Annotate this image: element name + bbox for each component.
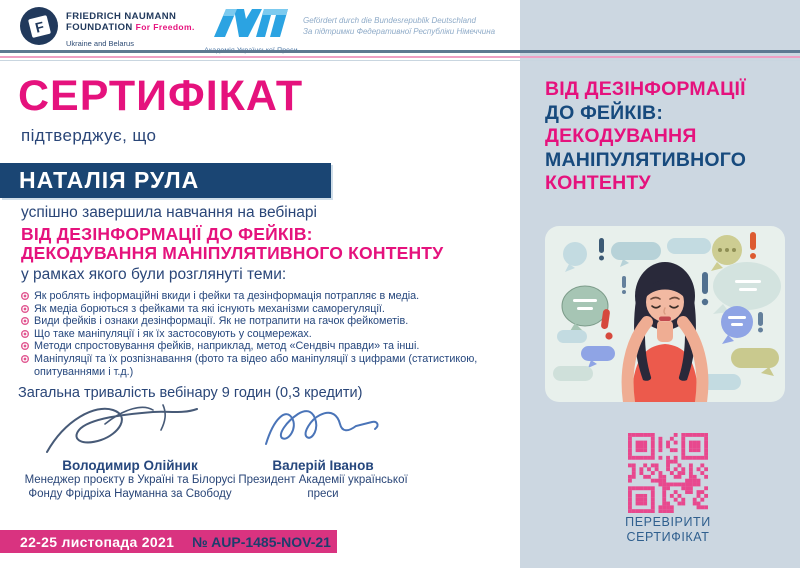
signature-block-left bbox=[15, 400, 245, 501]
bullet-icon bbox=[21, 317, 29, 325]
side-panel bbox=[520, 0, 800, 568]
certificate-number: № AUP-1485-NOV-21 bbox=[192, 533, 331, 550]
separator-thin bbox=[0, 60, 800, 61]
event-date: 22-25 листопада 2021 bbox=[20, 533, 175, 550]
side-title-line: КОНТЕНТУ bbox=[545, 172, 651, 194]
topic-text: Що таке маніпуляції і як їх застосовують у соцмережах. bbox=[34, 327, 312, 340]
qr-label-line1: ПЕРЕВІРИТИ bbox=[625, 515, 711, 529]
signatory-title: Президент Академії української преси bbox=[238, 474, 408, 500]
topic-text: Методи спростовування фейків, наприклад, метод «Сендвіч правди» та інші. bbox=[34, 340, 420, 353]
bullet-icon bbox=[21, 355, 29, 363]
bullet-icon bbox=[21, 342, 29, 350]
qr-code bbox=[628, 433, 708, 513]
topic-text: Як медіа борються з фейками та які існують механізми саморегуляції. bbox=[34, 302, 385, 315]
footer-bar bbox=[0, 530, 337, 553]
topic-text: Маніпуляції та їх розпізнавання (фото та відео або маніпуляції з цифрами (статистикою, опитуваннями і т.д.) bbox=[34, 352, 478, 378]
side-panel-title bbox=[545, 78, 746, 196]
recipient-name-banner bbox=[0, 163, 331, 198]
topics-list bbox=[21, 290, 499, 378]
webinar-title-line2: ДЕКОДУВАННЯ МАНІПУЛЯТИВНОГО КОНТЕНТУ bbox=[21, 243, 444, 263]
woman-stress-illustration bbox=[545, 226, 785, 407]
signature-stroke-icon bbox=[258, 400, 388, 456]
separator-pink bbox=[0, 56, 800, 58]
bullet-icon bbox=[21, 292, 29, 300]
side-title-line: МАНІПУЛЯТИВНОГО bbox=[545, 148, 747, 171]
aup-logo bbox=[203, 7, 299, 54]
signatory-name: Володимир Олійник bbox=[62, 458, 198, 473]
webinar-title-line1: ВІД ДЕЗІНФОРМАЦІЇ ДО ФЕЙКІВ: bbox=[21, 224, 313, 244]
topic-text: Види фейків і ознаки дезінформації. Як не потрапити на гачок фейкометів. bbox=[34, 315, 409, 328]
fnf-logo-text bbox=[66, 11, 195, 49]
qr-label-line2: СЕРТИФІКАТ bbox=[626, 530, 710, 544]
completed-text: успішно завершила навчання на вебінарі bbox=[21, 204, 317, 221]
topic-item bbox=[21, 328, 499, 341]
signature-block-right bbox=[228, 400, 418, 501]
signatory-name: Валерій Іванов bbox=[272, 458, 374, 473]
fnf-logo-icon bbox=[20, 7, 58, 45]
fnf-region: Ukraine and Belarus bbox=[66, 39, 134, 48]
topic-text: Як роблять інформаційні вкиди і фейки та дезінформація потрапляє в медіа. bbox=[34, 290, 420, 302]
topic-item bbox=[21, 290, 499, 303]
side-title-line: ДО ФЕЙКІВ: bbox=[545, 101, 664, 124]
signatory-title: Фонду Фрідріха Науманна за Свободу bbox=[28, 488, 232, 500]
aup-logo-icon bbox=[212, 7, 290, 41]
signature-stroke-icon bbox=[35, 400, 225, 456]
topic-item bbox=[21, 315, 499, 328]
confirms-text: підтверджує, що bbox=[21, 126, 157, 145]
duration-text: Загальна тривалість вебінару 9 годин (0,3 кредити) bbox=[18, 385, 363, 401]
fnf-name-line2: FOUNDATION bbox=[66, 22, 133, 33]
topic-item bbox=[21, 340, 499, 353]
separator-navy bbox=[0, 50, 800, 53]
topic-item bbox=[21, 353, 499, 378]
signatory-title: Менеджер проєкту в Україні та Білорусі bbox=[24, 474, 236, 486]
certificate-title: СЕРТИФІКАТ bbox=[18, 72, 304, 120]
fnf-name-line1: FRIEDRICH NAUMANN bbox=[66, 11, 177, 22]
fnf-logo-letter: F bbox=[32, 17, 46, 35]
fnf-tagline: For Freedom. bbox=[135, 22, 195, 32]
funding-note bbox=[303, 16, 495, 37]
side-title-line: ВІД ДЕЗІНФОРМАЦІЇ bbox=[545, 78, 746, 100]
topics-intro: у рамках якого були розглянуті теми: bbox=[21, 266, 287, 283]
funding-line1: Gefördert durch die Bundesrepublik Deutschland bbox=[303, 16, 476, 25]
bullet-icon bbox=[21, 305, 29, 313]
side-title-line: ДЕКОДУВАННЯ bbox=[545, 125, 697, 147]
funding-line2: За підтримки Федеративної Республіки Німеччина bbox=[303, 26, 496, 36]
qr-label bbox=[588, 515, 748, 545]
topic-item bbox=[21, 303, 499, 316]
recipient-name: НАТАЛІЯ РУЛА bbox=[19, 167, 200, 193]
bullet-icon bbox=[21, 330, 29, 338]
